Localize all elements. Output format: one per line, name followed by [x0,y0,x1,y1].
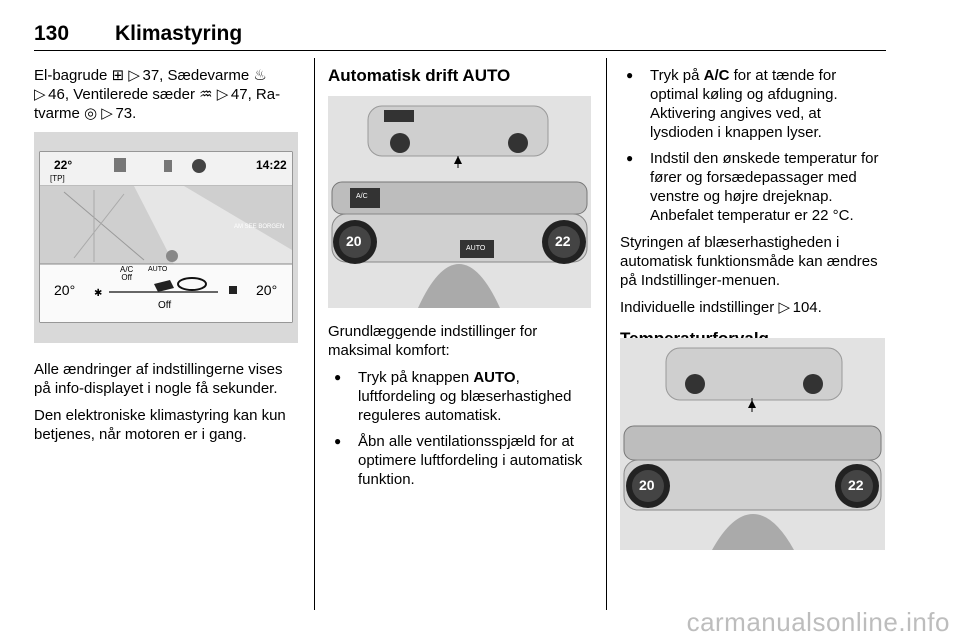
page-ref-arrow-icon[interactable]: ▷ [34,86,46,103]
bullet-item [620,66,888,142]
ref-text: tvarme [34,105,80,122]
bullet-bold: AUTO [473,369,516,386]
panel-right-temp-dial[interactable]: 22 [555,233,571,249]
page-number: 130 [34,22,70,45]
panel-left-temp-dial[interactable]: 20 [639,477,655,493]
bullet-item [328,368,593,425]
page-ref-arrow-icon[interactable]: ▷ [128,67,140,84]
bullet-item: ● Åbn alle ventilationsspjæld for at optimere luftfordeling i automatisk funktion. [328,432,593,489]
column-1-text [34,360,299,452]
rear-window-heater-icon: ⊞ [111,67,125,84]
ref-text: El-bagrude [34,67,108,84]
column-divider-1 [314,58,315,610]
panel-auto-button[interactable]: AUTO [466,245,486,252]
climate-panel-illustration-2 [620,338,885,550]
display-clock: 14:22 [256,158,287,172]
paragraph: Alle ændringer af indstillingerne vises på info-displayet i nogle få sekunder. [34,361,283,397]
fan-icon: ✱ [94,288,103,299]
column-divider-2 [606,58,607,610]
display-temp-right[interactable]: 20° [256,282,278,298]
ref-text: 46, Ventilerede sæder [48,86,195,103]
header-rule [34,50,886,51]
paragraph: Den elektroniske klimastyring kan kun betjenes, når motoren er i gang. [34,407,286,443]
bullet-bold: A/C [703,67,730,84]
display-street: AM SEE BORGEN [234,224,285,230]
page-ref-arrow-icon[interactable]: ▷ [101,105,113,122]
display-temp-top: 22° [54,158,73,172]
column-2-text [328,322,593,497]
page-ref-arrow-icon[interactable]: ▷ [216,86,229,103]
paragraph [620,298,888,317]
bullet-text: Tryk på knappen [358,369,474,386]
ref-text: 73. [115,105,137,122]
ventilated-seat-icon: ♒ [199,86,213,103]
ref-text: 47, Ra- [230,86,281,103]
climate-panel-figure-2 [620,338,885,550]
panel-ac-button[interactable]: A/C [356,193,368,200]
climate-panel-figure-1 [328,96,591,308]
column-3 [620,66,888,356]
ref-text: 37, Sædevarme [142,67,250,84]
bullet-text: , luftfordeling og blæserhastighed reguleres automatisk. [358,369,572,424]
info-display-figure [34,132,298,343]
paragraph: Styringen af blæserhastigheden i automatisk funktionsmåde kan ændres på Indstillinger-menuen. [620,234,878,289]
ref-text: 104. [792,299,822,316]
bullet-item: ● Indstil den ønskede temperatur for fører og forsædepassager med venstre og højre drejeknap. Anbefalet temperatur er 22 °C. [620,149,888,225]
section-heading: Automatisk drift AUTO [328,66,511,85]
reference-paragraph [34,66,299,123]
watermark: carmanualsonline.info [686,607,950,637]
bullet-list [620,66,888,225]
ref-text: Individuelle indstillinger [620,299,775,316]
page-title: Klimastyring [115,22,243,45]
display-auto[interactable]: AUTO [148,266,168,273]
bullet-list [328,368,593,489]
column-2-heading [328,66,593,93]
display-tp: [TP] [50,174,65,183]
bullet-text: Tryk på [650,67,704,84]
climate-panel-illustration [328,96,591,308]
display-temp-left[interactable]: 20° [54,282,76,298]
seat-heater-icon: ♨ [253,67,267,84]
column-1 [34,66,299,137]
panel-left-temp-dial[interactable]: 20 [346,233,362,249]
paragraph: Grundlæggende indstillinger for maksimal komfort: [328,323,538,359]
bullet-text: for at tænde for optimal køling og afdugning. Aktivering angives ved, at lysdioden i knappen lyser. [650,67,838,141]
display-fan-off[interactable]: Off [158,300,172,311]
display-ac-off[interactable]: A/C Off [120,265,134,282]
page-ref-arrow-icon[interactable]: ▷ [778,299,790,316]
panel-right-temp-dial[interactable]: 22 [848,477,864,493]
steering-wheel-heater-icon: ◎ [84,105,98,122]
